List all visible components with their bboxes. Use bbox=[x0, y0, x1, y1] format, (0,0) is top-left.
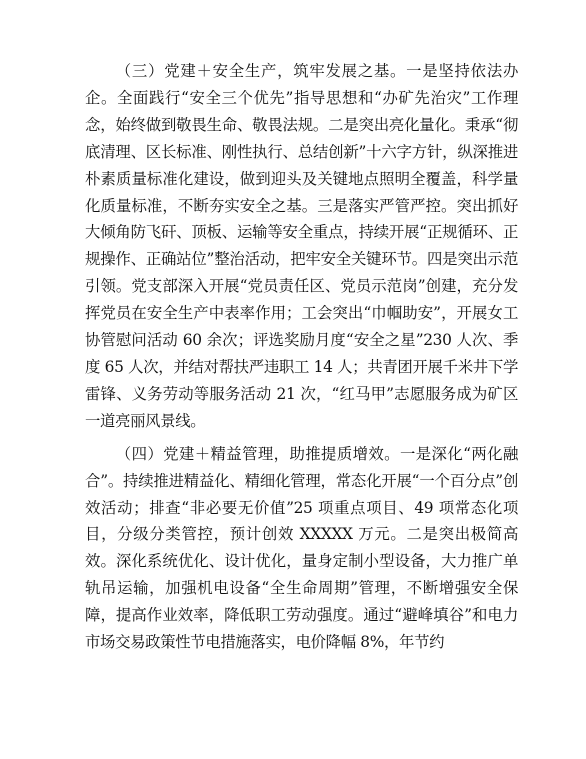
document-body bbox=[85, 58, 518, 656]
paragraph-safety-production: （三）党建＋安全生产，筑牢发展之基。一是坚持依法办企。全面践行“安全三个优先”指导思想和“办矿先治灾”工作理念，始终做到敬畏生命、敬畏法规。二是突出亮化量化。秉承“彻底清理、区长标准、刚性执行、总结创新”十六字方针，纵深推进朴素质量标准化建设，做到迎头及关键地点照明全覆盖，科学量化质量标准，不断夯实安全之基。三是落实严管严控。突出抓好大倾角防飞矸、顶板、运输等安全重点，持续开展“正规循环、正规操作、正确站位”整治活动，把牢安全关键环节。四是突出示范引领。党支部深入开展“党员责任区、党员示范岗”创建，充分发挥党员在安全生产中表率作用；工会突出“巾帼助安”，开展女工协管慰问活动 60 余次；评选奖励月度“安全之星”230 人次、季度 65 人次，并结对帮扶严违职工 14 人；共青团开展千米井下学雷锋、义务劳动等服务活动 21 次，“红马甲”志愿服务成为矿区一道亮丽风景线。 bbox=[85, 62, 518, 430]
paragraph-lean-management: （四）党建＋精益管理，助推提质增效。一是深化“两化融合”。持续推进精益化、精细化管理，常态化开展“一个百分点”创效活动；排查“非必要无价值”25 项重点项目、49 项常态化项目，分级分类管控，预计创效 XXXXX 万元。二是突出极简高效。深化系统优化、设计优化，量身定制小型设备，大力推广单轨吊运输，加强机电设备“全生命周期”管理，不断增强安全保障，提高作业效率，降低职工劳动强度。通过“避峰填谷”和电力市场交易政策性节电措施落实，电价降幅 8%，年节约 bbox=[85, 444, 518, 652]
